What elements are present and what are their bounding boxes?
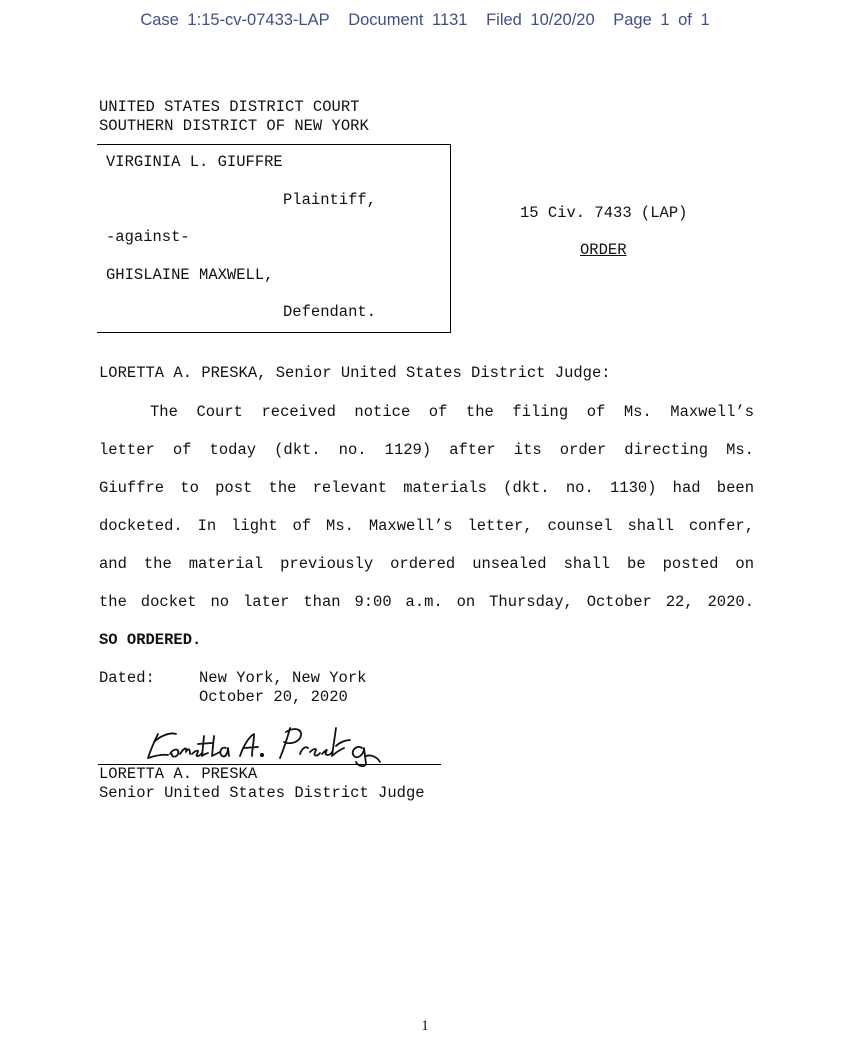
plaintiff-name: VIRGINIA L. GIUFFRE — [106, 153, 283, 171]
filed-date-stamp: Filed 10/20/20 — [486, 11, 595, 29]
case-number: 15 Civ. 7433 (LAP) — [520, 204, 688, 222]
filing-stamp — [0, 11, 850, 30]
court-name-line2: SOUTHERN DISTRICT OF NEW YORK — [99, 117, 369, 135]
body-line: The Court received notice of the filing of Ms. Maxwell’s — [150, 403, 754, 421]
document-title-text: ORDER — [580, 241, 627, 259]
body-line: the docket no later than 9:00 a.m. on Thursday, October 22, 2020. — [99, 593, 754, 611]
so-ordered: SO ORDERED. — [99, 631, 202, 649]
body-line: docketed. In light of Ms. Maxwell’s letter, counsel shall confer, — [99, 517, 754, 535]
defendant-name: GHISLAINE MAXWELL, — [106, 266, 274, 284]
against-label: -against- — [106, 228, 190, 246]
document-number-stamp: Document 1131 — [348, 11, 468, 29]
page-count-stamp: Page 1 of 1 — [613, 11, 710, 29]
defendant-label: Defendant. — [283, 303, 377, 321]
document-title — [580, 241, 627, 259]
signer-title: Senior United States District Judge — [99, 784, 425, 802]
body-line: letter of today (dkt. no. 1129) after its order directing Ms. — [99, 441, 754, 459]
dated-label: Dated: — [99, 669, 155, 687]
signer-name: LORETTA A. PRESKA — [99, 765, 258, 783]
case-number-stamp: Case 1:15-cv-07433-LAP — [140, 11, 330, 29]
plaintiff-label: Plaintiff, — [283, 191, 377, 209]
judge-intro: LORETTA A. PRESKA, Senior United States District Judge: — [99, 364, 611, 382]
dated-date: October 20, 2020 — [199, 688, 348, 706]
dated-place: New York, New York — [199, 669, 367, 687]
body-line: and the material previously ordered unsealed shall be posted on — [99, 555, 754, 573]
handwritten-signature — [140, 718, 390, 768]
body-line: Giuffre to post the relevant materials (dkt. no. 1130) had been — [99, 479, 754, 497]
court-name-line1: UNITED STATES DISTRICT COURT — [99, 98, 360, 116]
page-number: 1 — [421, 1018, 429, 1034]
